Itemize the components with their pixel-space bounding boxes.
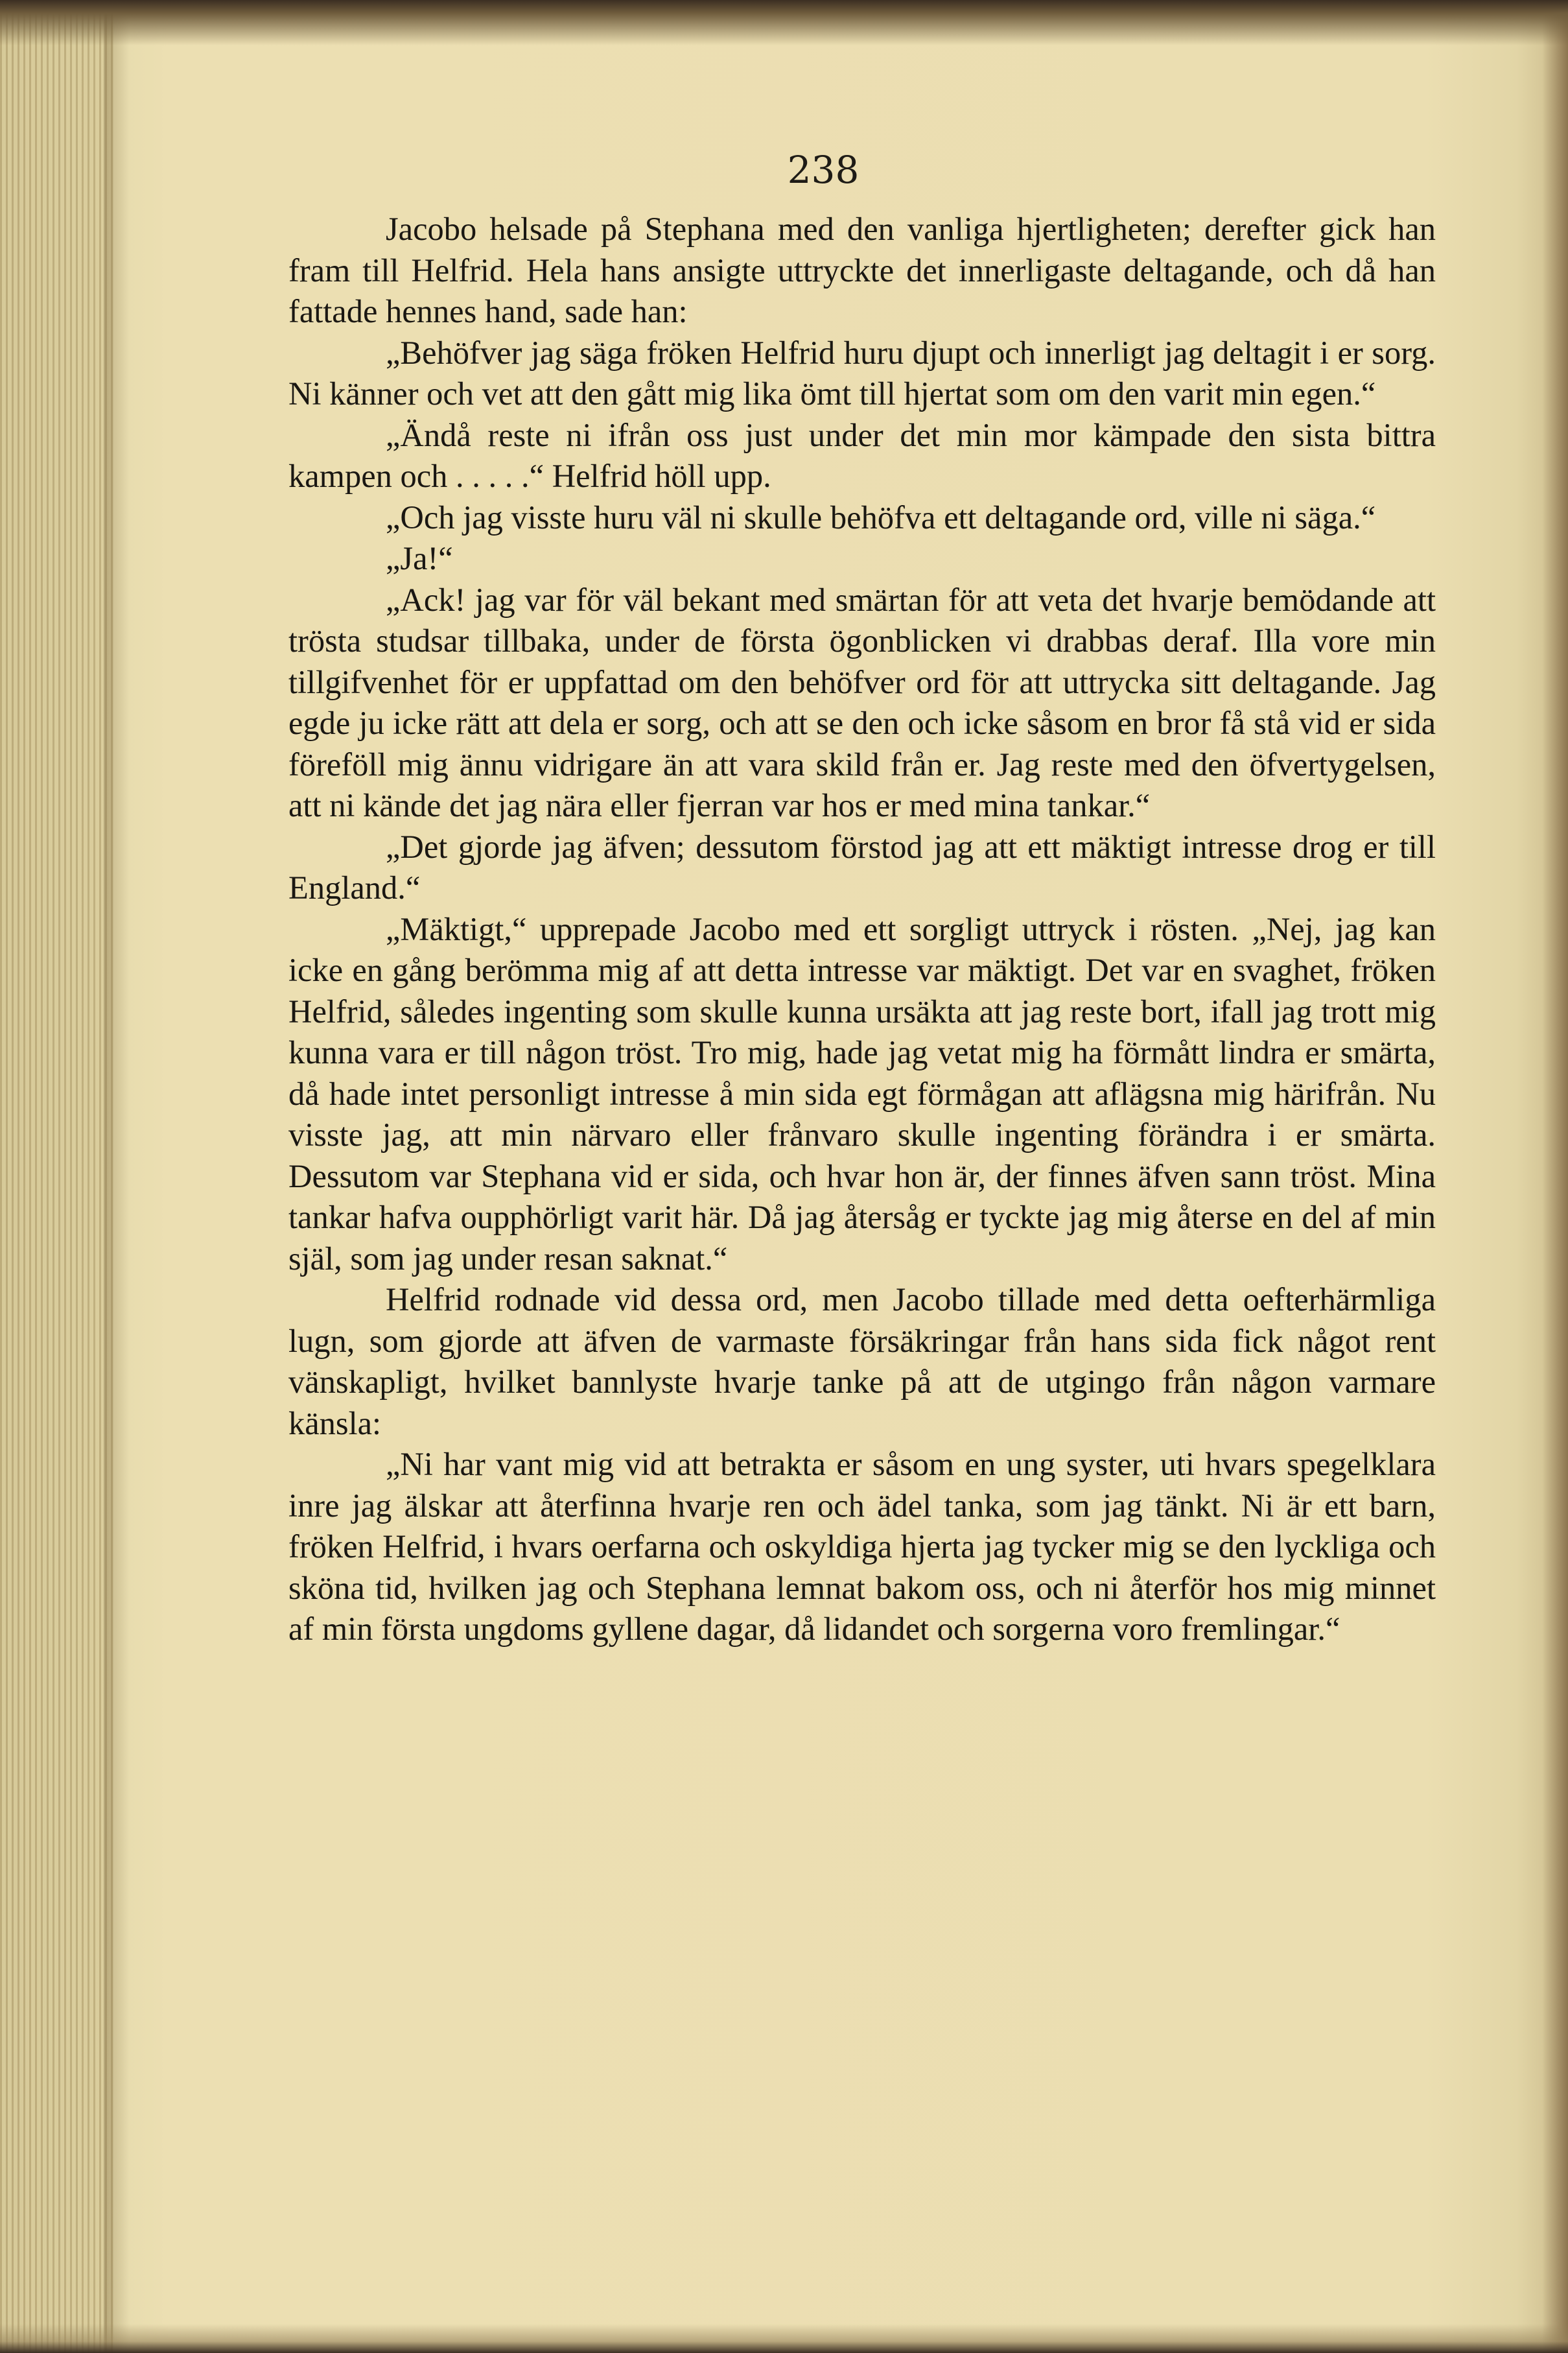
paragraph: „Behöfver jag säga fröken Helfrid huru djupt och innerligt jag deltagit i er sorg. Ni känner och vet att den gått mig lika ömt till hjertat som om den varit min egen.“ bbox=[288, 334, 1436, 412]
page-number: 238 bbox=[787, 148, 860, 192]
paragraph: Helfrid rodnade vid dessa ord, men Jacobo tillade med detta oefterhärmliga lugn, som gjorde att äfven de varmaste försäkringar från hans sida fick något rent vänskapligt, hvilket bannlyste hvarje tanke på att de utgingo från någon varmare känsla: bbox=[288, 1281, 1436, 1441]
paragraph: „Mäktigt,“ upprepade Jacobo med ett sorgligt uttryck i rösten. „Nej, jag kan icke en gång berömma mig af att detta intresse var mäktigt. Det var en svaghet, fröken Helfrid, således ingenting som skulle kunna ursäkta att jag reste bort, ifall jag trott mig kunna vara er till någon tröst. Tro mig, hade jag vetat mig ha förmått lindra er smärta, då hade intet personligt intresse å min sida egt förmågan att aflägsna mig härifrån. Nu visste jag, att min närvaro eller frånvaro skulle ingenting förändra i er smärta. Dessutom var Stephana vid er sida, och hvar hon är, der finnes äfven sann tröst. Mina tankar hafva oupphörligt varit här. Då jag återsåg er tyckte jag mig återse en del af min själ, som jag under resan saknat.“ bbox=[288, 910, 1436, 1277]
body-text bbox=[288, 209, 1436, 1650]
paragraph: „Ni har vant mig vid att betrakta er såsom en ung syster, uti hvars spegelklara inre jag älskar att återfinna hvarje ren och ädel tanka, som jag tänkt. Ni är ett barn, fröken Helfrid, i hvars oerfarna och oskyldiga hjerta jag tycker mig se den lyckliga och sköna tid, hvilken jag och Stephana lemnat bakom oss, och ni återför hos mig minnet af min första ungdoms gyllene dagar, då lidandet och sorgerna voro fremlingar.“ bbox=[288, 1446, 1436, 1647]
page-edges-left bbox=[0, 0, 113, 2353]
page-edge-bottom bbox=[0, 2324, 1568, 2353]
paragraph: „Och jag visste huru väl ni skulle behöfva ett deltagande ord, ville ni säga.“ bbox=[386, 499, 1376, 536]
paragraph: „Ja!“ bbox=[386, 540, 453, 576]
binding-shadow bbox=[104, 0, 130, 2353]
paragraph: „Ändå reste ni ifrån oss just under det min mor kämpade den sista bittra kampen och . . . . .“ Helfrid höll upp. bbox=[288, 416, 1436, 494]
paragraph: „Det gjorde jag äfven; dessutom förstod jag att ett mäktigt intresse drog er till England.“ bbox=[288, 828, 1436, 906]
page-edge-top bbox=[0, 0, 1568, 45]
paragraph: Jacobo helsade på Stephana med den vanliga hjertligheten; derefter gick han fram till Helfrid. Hela hans ansigte uttryckte det innerligaste deltagande, och då han fattade hennes hand, sade han: bbox=[288, 211, 1436, 329]
page-edge-right bbox=[1542, 0, 1568, 2353]
paragraph: „Ack! jag var för väl bekant med smärtan för att veta det hvarje bemödande att trösta studsar tillbaka, under de första ögonblicken vi drabbas deraf. Illa vore min tillgifvenhet för er uppfattad om den behöfver ord för att uttrycka sitt deltagande. Jag egde ju icke rätt att dela er sorg, och att se den och icke såsom en bror få stå vid er sida föreföll mig ännu vidrigare än att vara skild från er. Jag reste med den öfvertygelsen, att ni kände det jag nära eller fjerran var hos er med mina tankar.“ bbox=[288, 581, 1436, 823]
